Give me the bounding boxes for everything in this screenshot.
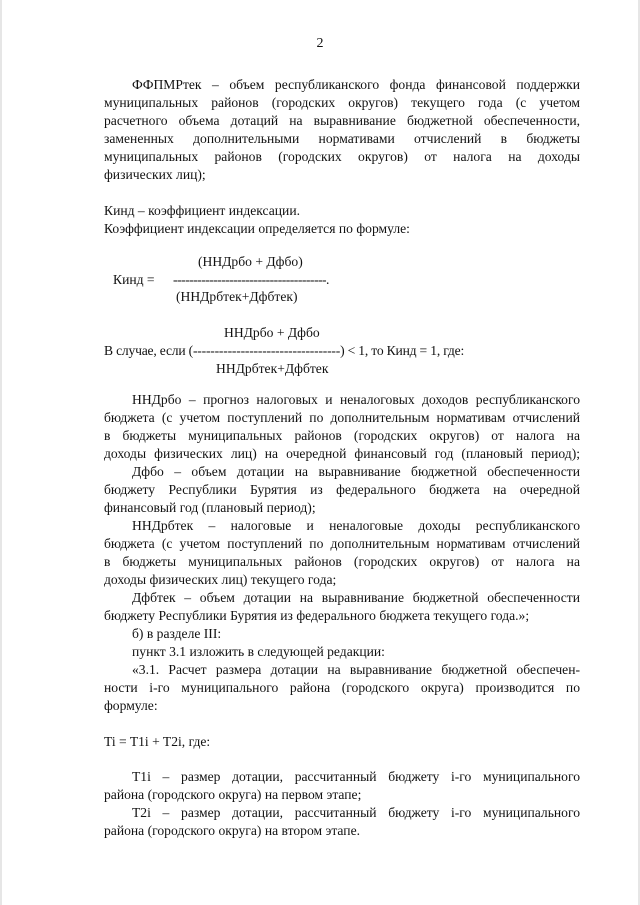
page-number: 2 bbox=[316, 36, 324, 51]
formula1-denominator: (ННДрбтек+Дфбтек) bbox=[176, 289, 298, 304]
paragraph-line: замененных дополнительными нормативами отчислений в бюджеты bbox=[104, 131, 580, 146]
section-item: пункт 3.1 изложить в следующей редакции: bbox=[132, 644, 385, 659]
t-definition-line: района (городского округа) на втором этапе. bbox=[104, 823, 360, 838]
definition-line: доходы физических лиц) текущего года; bbox=[104, 572, 337, 587]
definition-line: бюджету Республики Бурятия из федерального бюджета текущего года.»; bbox=[104, 608, 530, 623]
t-definition-line: T1i – размер дотации, рассчитанный бюджету i-го муниципального bbox=[132, 769, 580, 784]
definition-line: в бюджеты муниципальных районов (городских округов) от налога на bbox=[104, 428, 580, 443]
paragraph-line: муниципальных районов (городских округов) текущего года (с учетом bbox=[104, 95, 580, 110]
kind-formula-intro: Коэффициент индексации определяется по формуле: bbox=[104, 221, 410, 236]
definition-line: ности i-го муниципального района (городского округа) производится по bbox=[104, 680, 580, 695]
definition-line: ННДрбо – прогноз налоговых и неналоговых доходов республиканского bbox=[132, 392, 580, 407]
formula1-fraction-bar: --------------------------------------. bbox=[173, 272, 329, 287]
definition-line: ННДрбтек – налоговые и неналоговые доходы республиканского bbox=[132, 518, 580, 533]
definition-line: «3.1. Расчет размера дотации на выравнивание бюджетной обеспечен- bbox=[132, 662, 580, 677]
formula1-lhs: Кинд = bbox=[113, 272, 155, 287]
section-item: б) в разделе III: bbox=[132, 626, 222, 641]
definition-line: бюджета (с учетом поступлений по дополнительным нормативам отчислений bbox=[104, 536, 580, 551]
paragraph-line: расчетного объема дотаций на выравнивание бюджетной обеспеченности, bbox=[104, 113, 580, 128]
definition-line: доходы физических лиц) на очередной финансовый год (плановый период); bbox=[104, 446, 580, 461]
formula1-numerator: (ННДрбо + Дфбо) bbox=[198, 254, 303, 269]
formula2-condition: В случае, если (----------------------------------) < 1, то Кинд = 1, где: bbox=[104, 343, 465, 358]
t-definition-line: T2i – размер дотации, рассчитанный бюджету i-го муниципального bbox=[132, 805, 580, 820]
definition-line: формуле: bbox=[104, 698, 158, 713]
formula2-numerator: ННДрбо + Дфбо bbox=[224, 325, 320, 340]
kind-definition: Кинд – коэффициент индексации. bbox=[104, 203, 300, 218]
paragraph-line: муниципальных районов (городских округов) от налога на доходы bbox=[104, 149, 580, 164]
definition-line: финансовый год (плановый период); bbox=[104, 500, 316, 515]
definition-line: бюджету Республики Бурятия из федерального бюджета на очередной bbox=[104, 482, 580, 497]
paragraph-line: физических лиц); bbox=[104, 167, 206, 182]
paragraph-line: ФФПМРтек – объем республиканского фонда финансовой поддержки bbox=[132, 77, 580, 92]
formula2-denominator: ННДрбтек+Дфбтек bbox=[216, 361, 329, 376]
definition-line: Дфбо – объем дотации на выравнивание бюджетной обеспеченности bbox=[132, 464, 580, 479]
left-edge-shadow bbox=[0, 0, 2, 905]
t-definition-line: района (городского округа) на первом этапе; bbox=[104, 787, 362, 802]
formula3: Ti = T1i + T2i, где: bbox=[104, 734, 211, 749]
definition-line: в бюджеты муниципальных районов (городских округов) от налога на bbox=[104, 554, 580, 569]
definition-line: бюджета (с учетом поступлений по дополнительным нормативам отчислений bbox=[104, 410, 580, 425]
definition-line: Дфбтек – объем дотации на выравнивание бюджетной обеспеченности bbox=[132, 590, 580, 605]
